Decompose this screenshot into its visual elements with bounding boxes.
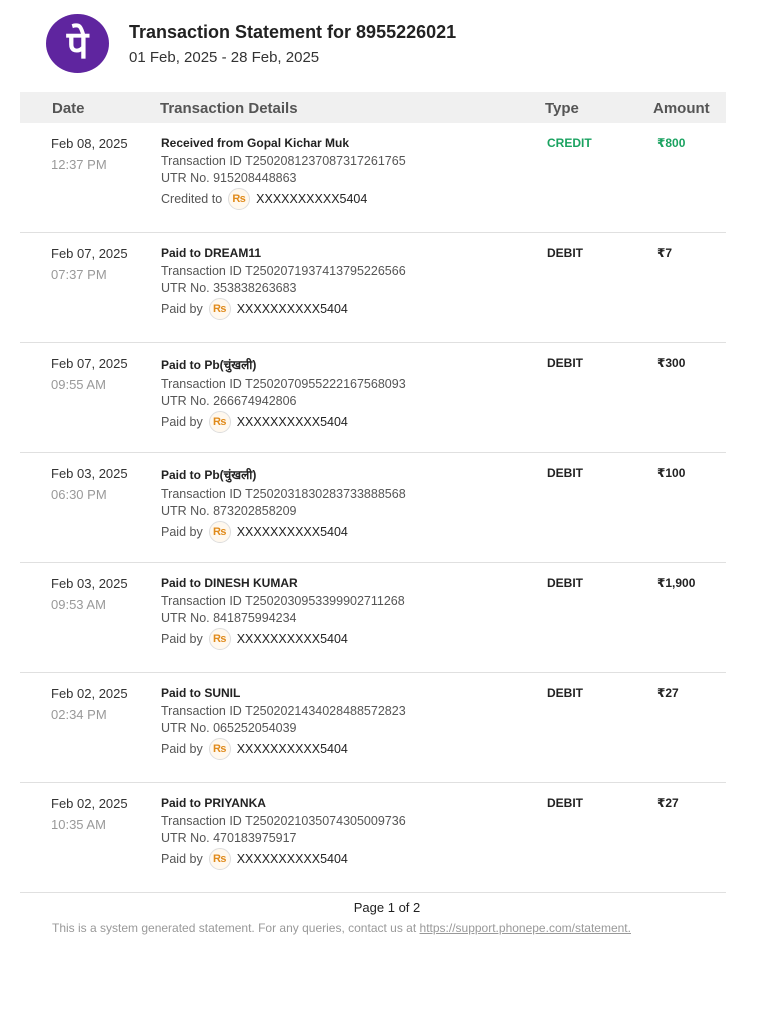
account-label: Paid by xyxy=(161,302,203,316)
txn-date: Feb 07, 2025 xyxy=(51,356,128,371)
account-label: Paid by xyxy=(161,852,203,866)
txn-date: Feb 08, 2025 xyxy=(51,136,128,151)
txn-utr: UTR No. 266674942806 xyxy=(161,394,297,408)
account-label: Paid by xyxy=(161,742,203,756)
details-cell xyxy=(161,796,406,870)
date-cell xyxy=(51,466,128,502)
account-number: XXXXXXXXXX5404 xyxy=(256,192,368,206)
txn-account xyxy=(161,188,406,210)
account-label: Paid by xyxy=(161,632,203,646)
account-label: Paid by xyxy=(161,525,203,539)
statement-header xyxy=(46,14,456,73)
txn-time: 07:37 PM xyxy=(51,267,107,282)
account-number: XXXXXXXXXX5404 xyxy=(236,852,348,866)
table-row xyxy=(20,233,726,343)
txn-id: Transaction ID T2502071937413795226566 xyxy=(161,264,406,278)
statement-period: 01 Feb, 2025 - 28 Feb, 2025 xyxy=(129,48,320,66)
table-row xyxy=(20,453,726,563)
details-cell xyxy=(161,686,406,760)
txn-party: Received from Gopal Kichar Muk xyxy=(161,136,350,150)
txn-account xyxy=(161,411,406,433)
txn-amount: ₹27 xyxy=(657,796,679,810)
txn-account xyxy=(161,848,406,870)
details-cell xyxy=(161,246,406,320)
account-number: XXXXXXXXXX5404 xyxy=(236,302,348,316)
txn-time: 10:35 AM xyxy=(51,817,106,832)
txn-utr: UTR No. 065252054039 xyxy=(161,721,297,735)
bank-icon: ₨ xyxy=(209,521,231,543)
txn-amount: ₹800 xyxy=(657,136,686,150)
table-row xyxy=(20,783,726,893)
txn-date: Feb 07, 2025 xyxy=(51,246,128,261)
txn-party: Paid to Pb(चुंखली) xyxy=(161,468,257,482)
bank-icon: ₨ xyxy=(209,411,231,433)
txn-type: CREDIT xyxy=(547,136,592,150)
header-amount: Amount xyxy=(653,100,710,117)
txn-party: Paid to PRIYANKA xyxy=(161,796,266,810)
txn-account xyxy=(161,738,406,760)
txn-type: DEBIT xyxy=(547,576,583,590)
txn-utr: UTR No. 470183975917 xyxy=(161,831,297,845)
txn-account xyxy=(161,298,406,320)
txn-time: 02:34 PM xyxy=(51,707,107,722)
txn-utr: UTR No. 915208448863 xyxy=(161,171,297,185)
header-type: Type xyxy=(545,100,579,117)
txn-utr: UTR No. 841875994234 xyxy=(161,611,297,625)
details-cell xyxy=(161,356,406,433)
bank-icon: ₨ xyxy=(209,628,231,650)
txn-amount: ₹27 xyxy=(657,686,679,700)
bank-icon: ₨ xyxy=(209,738,231,760)
table-row xyxy=(20,563,726,673)
date-cell xyxy=(51,356,128,392)
txn-id: Transaction ID T2502021434028488572823 xyxy=(161,704,406,718)
txn-time: 06:30 PM xyxy=(51,487,107,502)
txn-id: Transaction ID T2502030953399902711268 xyxy=(161,594,405,608)
txn-id: Transaction ID T2502081237087317261765 xyxy=(161,154,406,168)
bank-icon: ₨ xyxy=(209,298,231,320)
details-cell xyxy=(161,466,406,543)
date-cell xyxy=(51,686,128,722)
date-cell xyxy=(51,796,128,832)
statement-footer xyxy=(0,900,768,935)
txn-type: DEBIT xyxy=(547,356,583,370)
txn-type: DEBIT xyxy=(547,796,583,810)
txn-type: DEBIT xyxy=(547,686,583,700)
txn-date: Feb 03, 2025 xyxy=(51,576,128,591)
table-row xyxy=(20,673,726,783)
txn-account xyxy=(161,628,405,650)
statement-title: Transaction Statement for 8955226021 xyxy=(129,21,457,42)
txn-type: DEBIT xyxy=(547,466,583,480)
txn-party: Paid to Pb(चुंखली) xyxy=(161,358,257,372)
header-date: Date xyxy=(52,100,85,117)
bank-icon: ₨ xyxy=(228,188,250,210)
account-number: XXXXXXXXXX5404 xyxy=(236,632,348,646)
txn-account xyxy=(161,521,406,543)
txn-party: Paid to DINESH KUMAR xyxy=(161,576,298,590)
txn-amount: ₹300 xyxy=(657,356,686,370)
phonepe-logo-icon: पे xyxy=(46,14,109,73)
date-cell xyxy=(51,246,128,282)
txn-id: Transaction ID T2502021035074305009736 xyxy=(161,814,406,828)
account-number: XXXXXXXXXX5404 xyxy=(236,525,348,539)
txn-amount: ₹1,900 xyxy=(657,576,696,590)
txn-id: Transaction ID T2502070955222167568093 xyxy=(161,377,406,391)
date-cell xyxy=(51,576,128,612)
account-number: XXXXXXXXXX5404 xyxy=(236,742,348,756)
txn-utr: UTR No. 873202858209 xyxy=(161,504,297,518)
account-label: Credited to xyxy=(161,192,223,206)
txn-amount: ₹7 xyxy=(657,246,673,260)
txn-date: Feb 02, 2025 xyxy=(51,796,128,811)
txn-utr: UTR No. 353838263683 xyxy=(161,281,297,295)
txn-id: Transaction ID T2502031830283733888568 xyxy=(161,487,406,501)
header-details: Transaction Details xyxy=(160,100,298,117)
txn-date: Feb 03, 2025 xyxy=(51,466,128,481)
details-cell xyxy=(161,576,405,650)
txn-type: DEBIT xyxy=(547,246,583,260)
txn-time: 09:55 AM xyxy=(51,377,106,392)
bank-icon: ₨ xyxy=(209,848,231,870)
txn-party: Paid to DREAM11 xyxy=(161,246,262,260)
transactions-table xyxy=(20,92,726,893)
table-row xyxy=(20,343,726,453)
txn-time: 12:37 PM xyxy=(51,157,107,172)
table-body xyxy=(20,123,726,893)
date-cell xyxy=(51,136,128,172)
account-label: Paid by xyxy=(161,415,203,429)
account-number: XXXXXXXXXX5404 xyxy=(236,415,348,429)
details-cell xyxy=(161,136,406,210)
txn-amount: ₹100 xyxy=(657,466,686,480)
txn-time: 09:53 AM xyxy=(51,597,106,612)
table-row xyxy=(20,123,726,233)
txn-date: Feb 02, 2025 xyxy=(51,686,128,701)
table-header xyxy=(20,92,726,123)
footer-note-text: This is a system generated statement. For any queries, contact us at xyxy=(52,921,420,935)
support-link[interactable]: https://support.phonepe.com/statement. xyxy=(419,921,631,935)
txn-party: Paid to SUNIL xyxy=(161,686,241,700)
footer-note xyxy=(52,921,631,935)
page-number: Page 1 of 2 xyxy=(353,900,421,915)
